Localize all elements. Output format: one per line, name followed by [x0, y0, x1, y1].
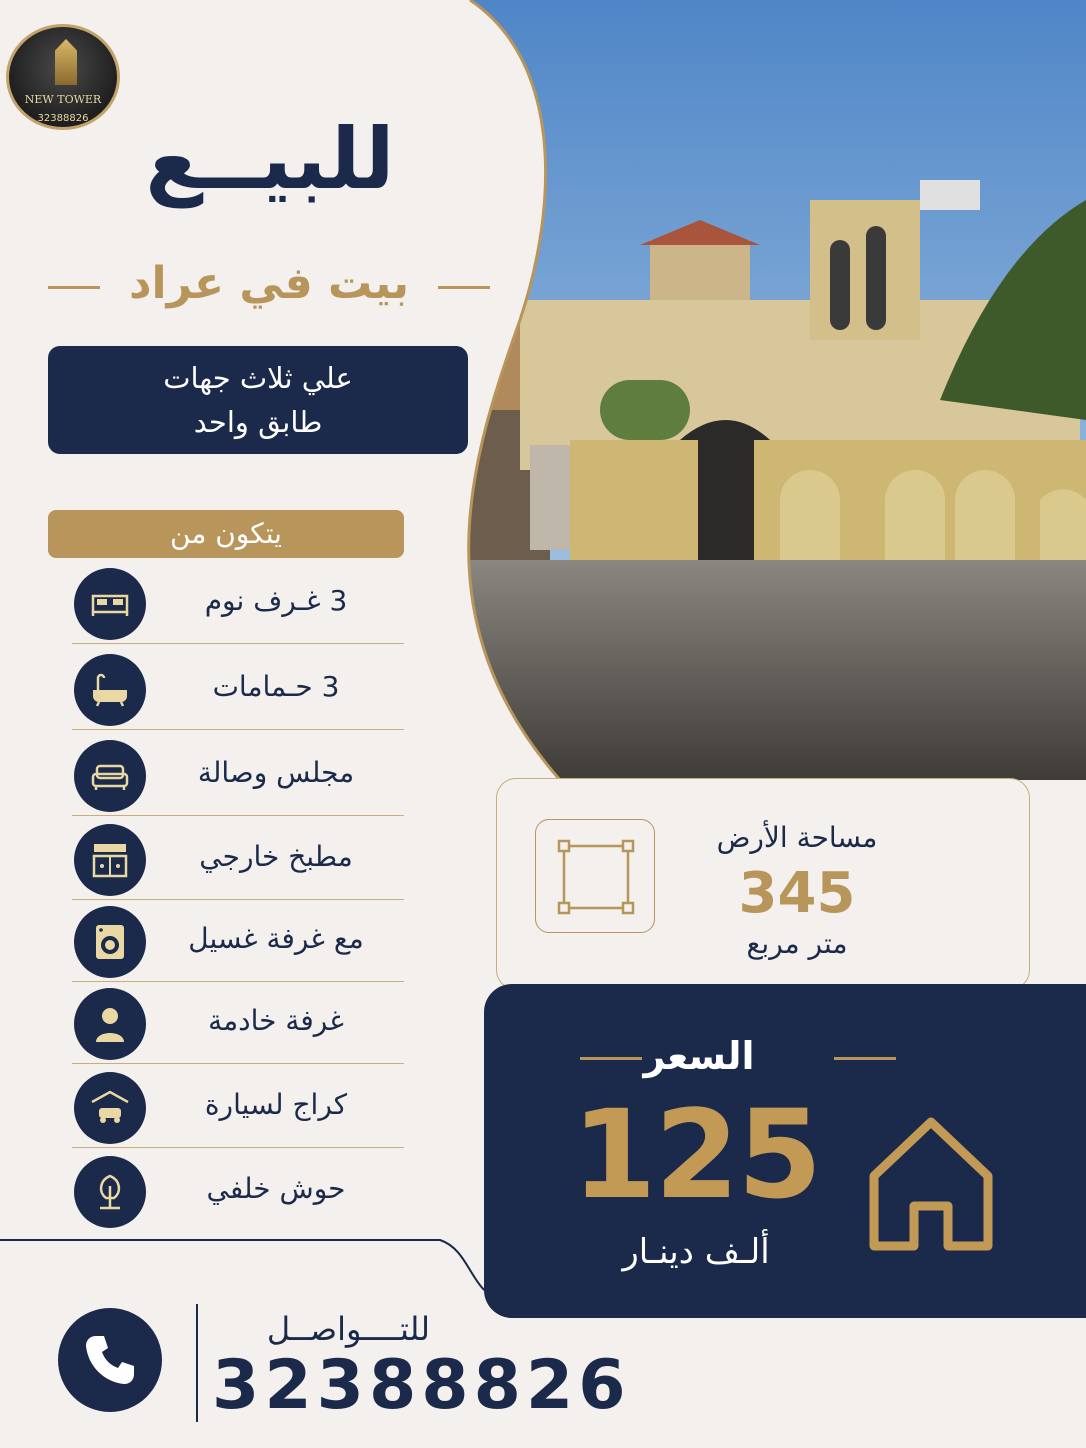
divider — [834, 1057, 896, 1060]
feature-item — [72, 900, 404, 982]
feature-label: غرفة خادمة — [208, 1004, 344, 1037]
washing-machine-icon — [90, 922, 130, 962]
contact-number[interactable]: 32388826 — [212, 1346, 631, 1425]
contact-label: للتــــواصــل — [266, 1310, 430, 1348]
feature-item — [72, 734, 404, 816]
person-icon — [90, 1004, 130, 1044]
phone-icon — [82, 1332, 138, 1388]
bathtub-icon — [90, 670, 130, 710]
feature-item — [72, 648, 404, 730]
area-card — [496, 778, 1030, 990]
highlight-item: علي ثلاث جهات — [163, 361, 353, 395]
feature-item — [72, 1066, 404, 1148]
feature-label: مطبخ خارجي — [199, 840, 353, 873]
divider — [72, 1063, 404, 1064]
feature-label: مع غرفة غسيل — [188, 922, 364, 955]
area-value: 345 — [738, 861, 856, 926]
phone-button[interactable] — [58, 1308, 162, 1412]
feature-label: حوش خلفي — [206, 1172, 346, 1205]
divider — [72, 1147, 404, 1148]
divider — [438, 286, 490, 289]
tower-icon — [55, 39, 77, 85]
divider — [72, 643, 404, 644]
brand-name: NEW TOWER — [24, 93, 102, 106]
price-label: السعر — [643, 1034, 755, 1078]
feature-item — [72, 562, 404, 644]
tree-icon — [90, 1172, 130, 1212]
highlights-box — [48, 346, 468, 454]
feature-label: مجلس وصالة — [197, 756, 355, 789]
garage-icon — [90, 1088, 130, 1128]
feature-item — [72, 818, 404, 900]
divider — [196, 1304, 198, 1422]
price-value: 125 — [571, 1084, 821, 1226]
subtitle: بيت في عراد — [128, 258, 410, 309]
kitchen-icon — [90, 840, 130, 880]
area-unit: متر مربع — [746, 927, 848, 960]
subtitle-block — [48, 258, 490, 318]
sofa-icon — [90, 756, 130, 796]
divider — [72, 815, 404, 816]
bed-icon — [90, 584, 130, 624]
price-card — [484, 984, 1086, 1318]
feature-label: كراج لسيارة — [204, 1088, 348, 1121]
page-title: للبيــع — [145, 110, 395, 208]
feature-label: 3 غـرف نوم — [204, 584, 348, 617]
area-square-icon — [536, 820, 656, 934]
feature-label: 3 حـمامات — [212, 670, 340, 703]
brand-phone: 32388826 — [37, 113, 89, 124]
consists-label: يتكون من — [48, 510, 404, 558]
divider — [72, 729, 404, 730]
feature-item — [72, 1150, 404, 1232]
feature-item — [72, 982, 404, 1064]
highlight-item: طابق واحد — [193, 405, 323, 439]
house-outline-icon — [866, 1114, 996, 1254]
area-label: مساحة الأرض — [716, 821, 878, 854]
price-unit: ألـف دينـار — [622, 1232, 770, 1272]
